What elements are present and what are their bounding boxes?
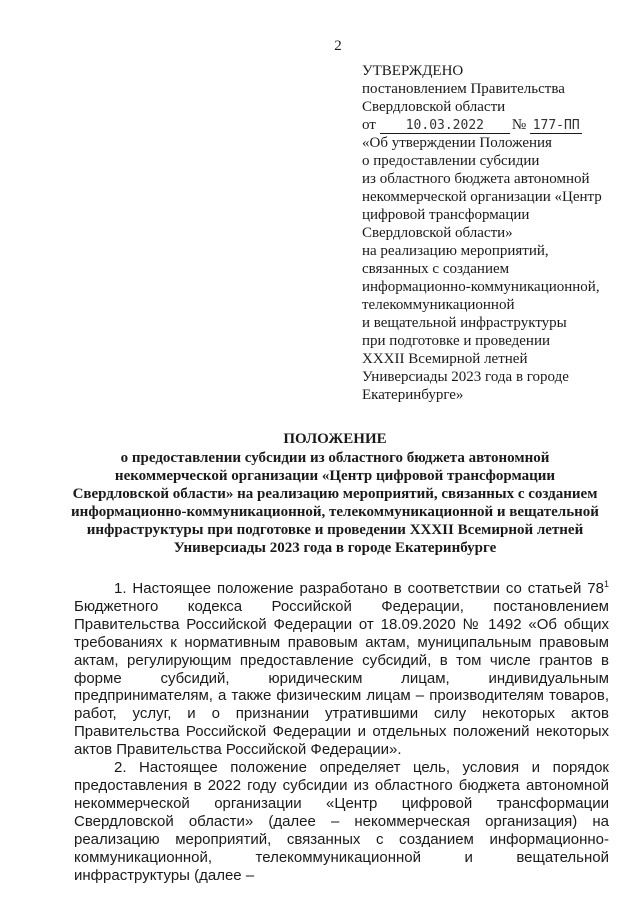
approval-heading: УТВЕРЖДЕНО — [362, 63, 464, 79]
approval-date-line — [362, 116, 622, 134]
title-line: информационно-коммуникационной, телекоммуникационной и вещательной — [71, 504, 599, 520]
approval-block — [362, 62, 622, 404]
approval-subject-line: и вещательной инфраструктуры — [362, 315, 567, 331]
paragraph-1 — [74, 580, 609, 759]
approval-subject-line: из областного бюджета автономной — [362, 171, 590, 187]
approval-subject-line: Свердловской области» — [362, 225, 513, 241]
approval-subject-line: при подготовке и проведении — [362, 333, 551, 349]
approval-line: Свердловской области — [362, 99, 506, 115]
paragraph-1-text: 1. Настоящее положение разработано в соответствии со статьей 78 — [114, 580, 604, 597]
approval-date: 10.03.2022 — [380, 118, 510, 134]
approval-number: 177-ПП — [530, 118, 582, 134]
document-title — [55, 430, 615, 557]
approval-subject-line: о предоставлении субсидии — [362, 153, 540, 169]
title-line: Универсиады 2023 года в городе Екатеринбурге — [173, 540, 497, 556]
article-superscript: 1 — [603, 579, 609, 589]
approval-subject-line: некоммерческой организации «Центр — [362, 189, 602, 205]
approval-subject-line: цифровой трансформации — [362, 207, 530, 223]
approval-subject-line: XXXII Всемирной летней — [362, 351, 528, 367]
approval-subject-line: на реализацию мероприятий, — [362, 243, 549, 259]
title-line: инфраструктуры при подготовке и проведении XXXII Всемирной летней — [86, 522, 584, 538]
title-line: о предоставлении субсидии из областного бюджета автономной — [120, 450, 550, 466]
approval-subject-line: Екатеринбурге» — [362, 387, 464, 403]
approval-subject-line: «Об утверждении Положения — [362, 135, 552, 151]
approval-subject-line: телекоммуникационной — [362, 297, 515, 313]
from-label: от — [362, 117, 376, 133]
title-line: Свердловской области» на реализацию мероприятий, связанных с созданием — [72, 486, 598, 502]
approval-subject-line: информационно-коммуникационной, — [362, 279, 600, 295]
approval-subject-line: Универсиады 2023 года в городе — [362, 369, 569, 385]
title-heading: ПОЛОЖЕНИЕ — [283, 431, 387, 447]
paragraph-1-text-cont: Бюджетного кодекса Российской Федерации, постановлением Правительства Российской Федерации от 18.09.2020 № 1492 «Об общих требованиях к нормативным правовым актам, муниципальным правовым актам, регулирующим предоставление субсидий, в том числе грантов в форме субсидий, юридическим лицам, индивидуальным предпринимателям, а также физическим лицам – производителям товаров, работ, услуг, и о признании утратившими силу некоторых актов Правительства Российской Федерации и отдельных положений некоторых актов Правительства Российской Федерации». — [74, 597, 609, 759]
document-body — [74, 580, 609, 884]
number-label: № — [511, 117, 527, 133]
approval-line: постановлением Правительства — [362, 81, 565, 97]
page-number: 2 — [334, 38, 342, 54]
paragraph-2: 2. Настоящее положение определяет цель, условия и порядок предоставления в 2022 году субсидии из областного бюджета автономной некоммерческой организации «Центр цифровой трансформации Свердловской области» (далее – некоммерческая организация) на реализацию мероприятий, связанных с созданием информационно-коммуникационной, телекоммуникационной и вещательной инфраструктуры (далее – — [74, 759, 609, 884]
approval-subject-line: связанных с созданием — [362, 261, 510, 277]
title-line: некоммерческой организации «Центр цифровой трансформации — [114, 468, 556, 484]
